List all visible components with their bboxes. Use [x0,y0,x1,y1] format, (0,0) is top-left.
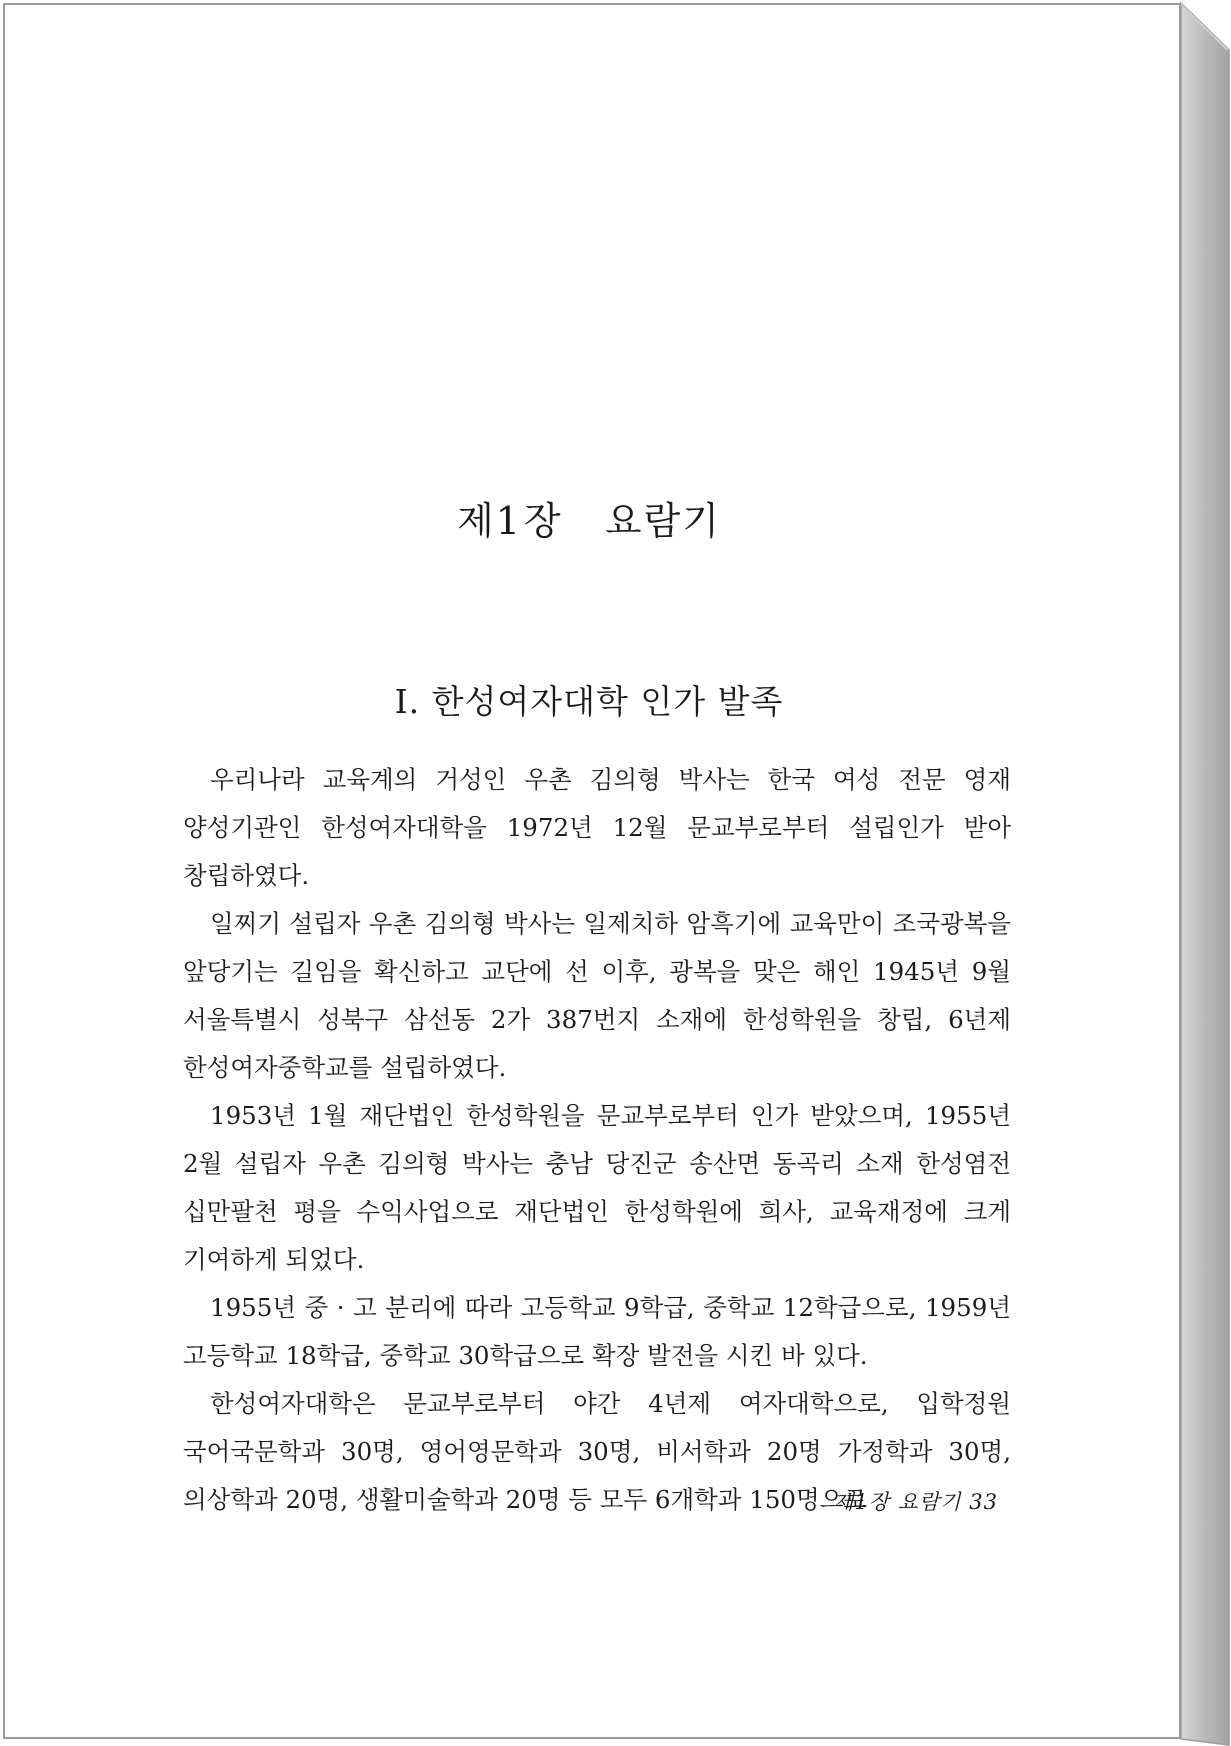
chapter-title [0,490,1178,545]
book-top-side [1178,3,1229,50]
paragraph-3: 1953년 1월 재단법인 한성학원을 문교부로부터 인가 받았으며, 1955년 2월 설립자 우촌 김의형 박사는 충남 당진군 송산면 동곡리 소재 한성염전 십만팔천 평을 수익사업으로 재단법인 한성학원에 희사, 교육재정에 크게 기여하게 되었다. [183,1101,1011,1274]
page-number: 33 [969,1490,998,1514]
running-head: 제1장 요람기 [833,1490,962,1514]
book-right-side [1181,3,1229,1745]
chapter-number: 1 [495,499,524,543]
paragraph-2: 일찌기 설립자 우촌 김의형 박사는 일제치하 암흑기에 교육만이 조국광복을 앞당기는 길임을 확신하고 교단에 선 이후, 광복을 맞은 해인 1945년 9월 서울특별시 성북구 삼선동 2가 387번지 소재에 한성학원을 창립, 6년제 한성여자중학교를 설립하였다. [183,909,1011,1082]
paragraph-5: 한성여자대학은 문교부로부터 야간 4년제 여자대학으로, 입학정원 국어국문학과 30명, 영어영문학과 30명, 비서학과 20명 가정학과 30명, 의상학과 20명, 생활미술학과 20명 등 모두 6개학과 150명으로 [183,1389,1011,1514]
paragraph-4: 1955년 중 · 고 분리에 따라 고등학교 9학급, 중학교 12학급으로, 1959년 고등학교 18학급, 중학교 30학급으로 확장 발전을 시킨 바 있다. [183,1293,1011,1370]
page-footer [833,1486,998,1516]
chapter-label-suffix: 장 [523,499,563,543]
chapter-label-prefix: 제 [457,499,496,543]
section-title: Ⅰ. 한성여자대학 인가 발족 [394,682,784,721]
paragraph-1: 우리나라 교육계의 거성인 우촌 김의형 박사는 한국 여성 전문 영재 양성기관인 한성여자대학을 1972년 12월 문교부로부터 설립인가 받아 창립하였다. [183,765,1011,890]
chapter-name: 요람기 [604,499,721,543]
body-text [183,756,1011,1524]
